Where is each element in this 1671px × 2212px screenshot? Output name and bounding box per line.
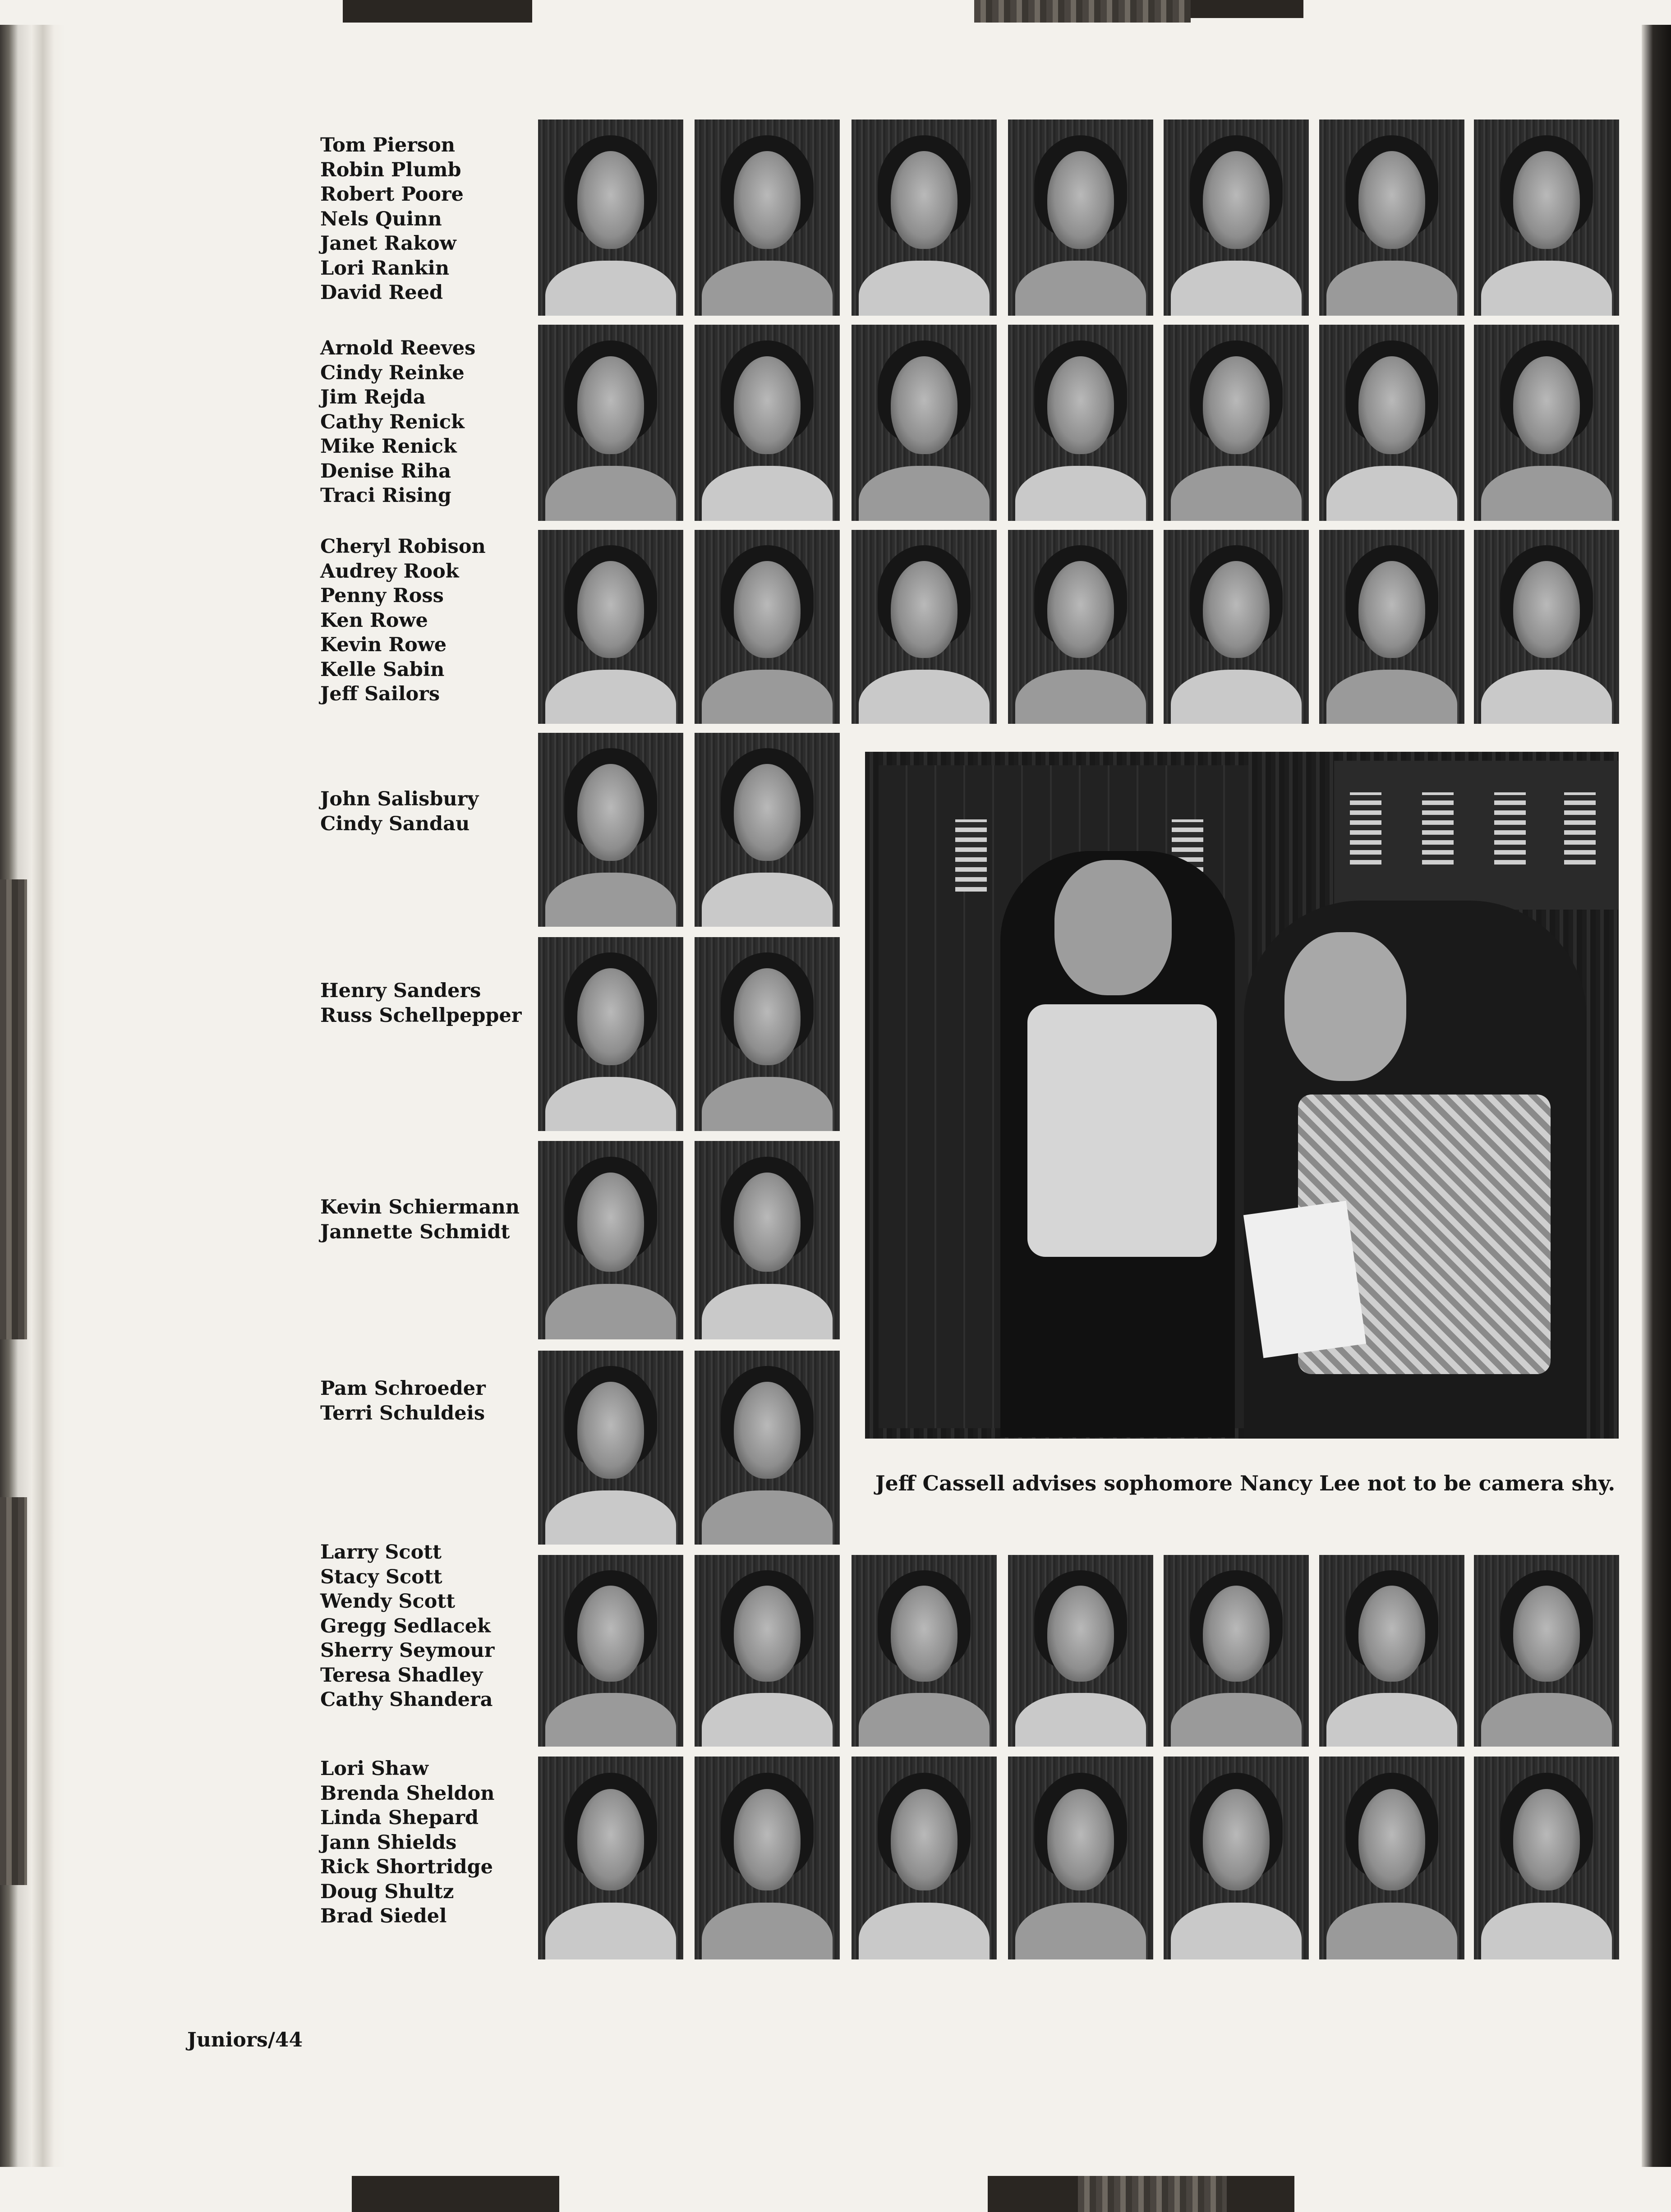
student-name: Brenda Sheldon xyxy=(320,1782,495,1805)
student-portrait xyxy=(852,325,997,521)
student-portrait xyxy=(1319,325,1464,521)
portrait-head xyxy=(577,968,644,1065)
student-portrait xyxy=(1474,325,1619,521)
portrait-body xyxy=(859,466,990,521)
portrait-head xyxy=(1047,151,1114,249)
portrait-body xyxy=(545,466,676,521)
student-portrait xyxy=(1319,530,1464,724)
portrait-body xyxy=(545,261,676,316)
portrait-body xyxy=(545,1903,676,1959)
locker-vent xyxy=(1564,792,1596,865)
student-portrait xyxy=(852,1757,997,1959)
student-name: Nels Quinn xyxy=(320,207,442,230)
student-name: Ken Rowe xyxy=(320,609,428,632)
portrait-body xyxy=(1481,670,1612,724)
portrait-head xyxy=(1047,1586,1114,1682)
portrait-body xyxy=(1481,261,1612,316)
student-name: Tom Pierson xyxy=(320,134,456,156)
portrait-head xyxy=(1358,356,1425,455)
portrait-head xyxy=(734,1173,801,1272)
portrait-head xyxy=(577,1382,644,1479)
student-portrait xyxy=(538,325,683,521)
student-portrait xyxy=(695,1351,840,1545)
student-name: Jannette Schmidt xyxy=(320,1220,510,1243)
student-name: Robert Poore xyxy=(320,183,464,206)
portrait-body xyxy=(1171,466,1302,521)
portrait-head xyxy=(891,356,957,455)
student-portrait xyxy=(695,530,840,724)
portrait-body xyxy=(545,1077,676,1131)
edge-shadow xyxy=(352,2176,559,2212)
locker-vent xyxy=(1422,792,1454,865)
portrait-body xyxy=(1481,1903,1612,1959)
portrait-head xyxy=(734,968,801,1065)
student-name: Audrey Rook xyxy=(320,560,459,583)
edge-shadow xyxy=(1191,0,1303,18)
student-portrait xyxy=(538,530,683,724)
portrait-body xyxy=(702,1284,833,1339)
name-list-row-2 xyxy=(320,336,475,508)
photo-caption: Jeff Cassell advises sophomore Nancy Lee not to be camera shy. xyxy=(875,1471,1616,1495)
student-name: Cheryl Robison xyxy=(320,535,486,558)
portrait-body xyxy=(1015,261,1146,316)
portrait-head xyxy=(1203,1586,1270,1682)
student-portrait xyxy=(1164,1555,1309,1747)
name-list-row-1 xyxy=(320,133,464,305)
student-name: Arnold Reeves xyxy=(320,337,476,359)
student-portrait xyxy=(695,1757,840,1959)
student-name: Terri Schuldeis xyxy=(320,1402,485,1425)
portrait-body xyxy=(545,1490,676,1545)
portrait-body xyxy=(702,261,833,316)
student-name: Larry Scott xyxy=(320,1541,442,1564)
portrait-head xyxy=(891,1586,957,1682)
student-portrait xyxy=(852,530,997,724)
student-shirt xyxy=(1027,1004,1217,1257)
portrait-body xyxy=(702,1693,833,1747)
student-name: Lori Shaw xyxy=(320,1757,429,1780)
student-name: Rick Shortridge xyxy=(320,1856,493,1878)
portrait-head xyxy=(1203,1789,1270,1890)
student-name: Gregg Sedlacek xyxy=(320,1614,491,1637)
portrait-head xyxy=(734,151,801,249)
student-portrait xyxy=(695,325,840,521)
portrait-head xyxy=(577,1173,644,1272)
portrait-head xyxy=(891,151,957,249)
student-face xyxy=(1284,932,1406,1081)
portrait-head xyxy=(1203,561,1270,658)
portrait-body xyxy=(702,670,833,724)
portrait-body xyxy=(702,1903,833,1959)
student-name: Cindy Sandau xyxy=(320,812,470,835)
portrait-body xyxy=(1171,1693,1302,1747)
portrait-body xyxy=(859,261,990,316)
student-face xyxy=(1054,860,1172,995)
portrait-head xyxy=(577,1586,644,1682)
portrait-head xyxy=(577,561,644,658)
portrait-body xyxy=(859,1903,990,1959)
student-portrait xyxy=(538,1351,683,1545)
student-name: Sherry Seymour xyxy=(320,1639,495,1662)
portrait-head xyxy=(1513,1789,1580,1890)
portrait-body xyxy=(859,670,990,724)
name-list-row-4 xyxy=(320,787,479,836)
portrait-head xyxy=(1358,561,1425,658)
edge-shadow xyxy=(343,0,532,23)
student-name: Kevin Rowe xyxy=(320,634,447,656)
student-name: Lori Rankin xyxy=(320,257,450,280)
student-name: Robin Plumb xyxy=(320,158,461,181)
student-portrait xyxy=(1474,120,1619,316)
student-name: Wendy Scott xyxy=(320,1590,456,1613)
student-portrait xyxy=(1008,120,1153,316)
student-name: Jann Shields xyxy=(320,1831,457,1854)
name-list-row-3 xyxy=(320,534,486,707)
student-name: Denise Riha xyxy=(320,460,451,483)
bottom-edge-strip xyxy=(0,2167,1671,2212)
student-portrait xyxy=(695,937,840,1131)
portrait-body xyxy=(545,1284,676,1339)
student-name: Henry Sanders xyxy=(320,980,481,1002)
edge-shadow xyxy=(1227,2176,1294,2212)
student-name: Traci Rising xyxy=(320,484,451,507)
student-portrait xyxy=(1164,120,1309,316)
name-list-row-5 xyxy=(320,979,521,1028)
portrait-head xyxy=(1513,1586,1580,1682)
portrait-head xyxy=(734,356,801,455)
student-portrait xyxy=(1164,1757,1309,1959)
page-edge xyxy=(1642,0,1671,2212)
portrait-head xyxy=(1047,356,1114,455)
student-name: Penny Ross xyxy=(320,584,444,607)
portrait-head xyxy=(1513,356,1580,455)
portrait-body xyxy=(545,873,676,927)
portrait-body xyxy=(702,1077,833,1131)
student-portrait xyxy=(538,1141,683,1339)
locker-vent xyxy=(955,819,987,892)
portrait-head xyxy=(1358,151,1425,249)
name-list-row-6 xyxy=(320,1195,520,1244)
portrait-head xyxy=(1203,151,1270,249)
name-list-row-7 xyxy=(320,1376,486,1426)
edge-shadow xyxy=(988,2176,1078,2212)
student-name: Kevin Schiermann xyxy=(320,1196,520,1219)
portrait-head xyxy=(1513,151,1580,249)
portrait-head xyxy=(734,1586,801,1682)
student-name: Cathy Renick xyxy=(320,410,465,433)
student-portrait xyxy=(852,1555,997,1747)
portrait-body xyxy=(545,670,676,724)
locker-vent xyxy=(1350,792,1381,865)
student-name: Janet Rakow xyxy=(320,232,456,255)
portrait-body xyxy=(1015,670,1146,724)
portrait-body xyxy=(1481,466,1612,521)
portrait-body xyxy=(1015,466,1146,521)
left-edge-photo-fragment xyxy=(0,1497,27,1885)
portrait-head xyxy=(1358,1789,1425,1890)
student-portrait xyxy=(1008,1757,1153,1959)
student-name: Jeff Sailors xyxy=(320,683,440,705)
student-portrait xyxy=(852,120,997,316)
edge-photo-fragment xyxy=(1078,2176,1227,2212)
student-portrait xyxy=(695,733,840,927)
portrait-head xyxy=(577,151,644,249)
portrait-body xyxy=(1326,670,1457,724)
left-edge-photo-fragment xyxy=(0,879,27,1339)
portrait-body xyxy=(1171,670,1302,724)
student-name: John Salisbury xyxy=(320,788,479,810)
student-portrait xyxy=(538,1757,683,1959)
portrait-body xyxy=(702,466,833,521)
portrait-body xyxy=(1015,1903,1146,1959)
student-portrait xyxy=(538,733,683,927)
student-portrait xyxy=(538,937,683,1131)
portrait-head xyxy=(734,561,801,658)
portrait-head xyxy=(1047,1789,1114,1890)
student-portrait xyxy=(538,120,683,316)
portrait-body xyxy=(702,1490,833,1545)
student-name: Kelle Sabin xyxy=(320,658,445,681)
student-name: Cathy Shandera xyxy=(320,1688,493,1711)
student-name: Russ Schellpepper xyxy=(320,1004,522,1027)
portrait-body xyxy=(1326,261,1457,316)
student-portrait xyxy=(1164,530,1309,724)
portrait-body xyxy=(702,873,833,927)
portrait-body xyxy=(859,1693,990,1747)
student-portrait xyxy=(1319,120,1464,316)
portrait-body xyxy=(545,1693,676,1747)
student-name: Jim Rejda xyxy=(320,386,426,409)
portrait-head xyxy=(891,1789,957,1890)
student-portrait xyxy=(1164,325,1309,521)
name-list-row-9 xyxy=(320,1757,495,1929)
student-portrait xyxy=(1474,530,1619,724)
portrait-head xyxy=(577,764,644,861)
student-name: Doug Shultz xyxy=(320,1880,454,1903)
student-name: Mike Renick xyxy=(320,435,457,458)
portrait-body xyxy=(1171,261,1302,316)
portrait-body xyxy=(1481,1693,1612,1747)
portrait-body xyxy=(1326,1903,1457,1959)
student-name: Teresa Shadley xyxy=(320,1664,483,1687)
page-folio: Juniors/44 xyxy=(187,2028,303,2051)
name-list-row-8 xyxy=(320,1540,494,1712)
portrait-body xyxy=(1015,1693,1146,1747)
portrait-head xyxy=(734,1382,801,1479)
student-portrait xyxy=(538,1555,683,1747)
portrait-body xyxy=(1171,1903,1302,1959)
student-portrait xyxy=(695,1555,840,1747)
portrait-body xyxy=(1326,1693,1457,1747)
top-edge-strip xyxy=(0,0,1671,25)
student-name: Stacy Scott xyxy=(320,1565,442,1588)
student-name: Linda Shepard xyxy=(320,1807,479,1829)
student-portrait xyxy=(1008,325,1153,521)
feature-photo xyxy=(865,752,1619,1439)
portrait-head xyxy=(1358,1586,1425,1682)
student-portrait xyxy=(1319,1555,1464,1747)
portrait-head xyxy=(577,356,644,455)
paper-sheet xyxy=(1243,1201,1366,1358)
student-portrait xyxy=(695,1141,840,1339)
student-portrait xyxy=(1474,1757,1619,1959)
student-name: Pam Schroeder xyxy=(320,1377,486,1400)
student-portrait xyxy=(1474,1555,1619,1747)
portrait-body xyxy=(1326,466,1457,521)
portrait-head xyxy=(1047,561,1114,658)
portrait-head xyxy=(1203,356,1270,455)
student-name: David Reed xyxy=(320,281,443,304)
portrait-head xyxy=(1513,561,1580,658)
student-portrait xyxy=(1008,1555,1153,1747)
student-portrait xyxy=(1008,530,1153,724)
portrait-head xyxy=(891,561,957,658)
locker-vent xyxy=(1494,792,1526,865)
student-portrait xyxy=(1319,1757,1464,1959)
student-name: Cindy Reinke xyxy=(320,361,465,384)
portrait-head xyxy=(734,764,801,861)
portrait-head xyxy=(577,1789,644,1890)
portrait-head xyxy=(734,1789,801,1890)
student-portrait xyxy=(695,120,840,316)
edge-photo-fragment xyxy=(974,0,1191,23)
student-name: Brad Siedel xyxy=(320,1905,447,1927)
